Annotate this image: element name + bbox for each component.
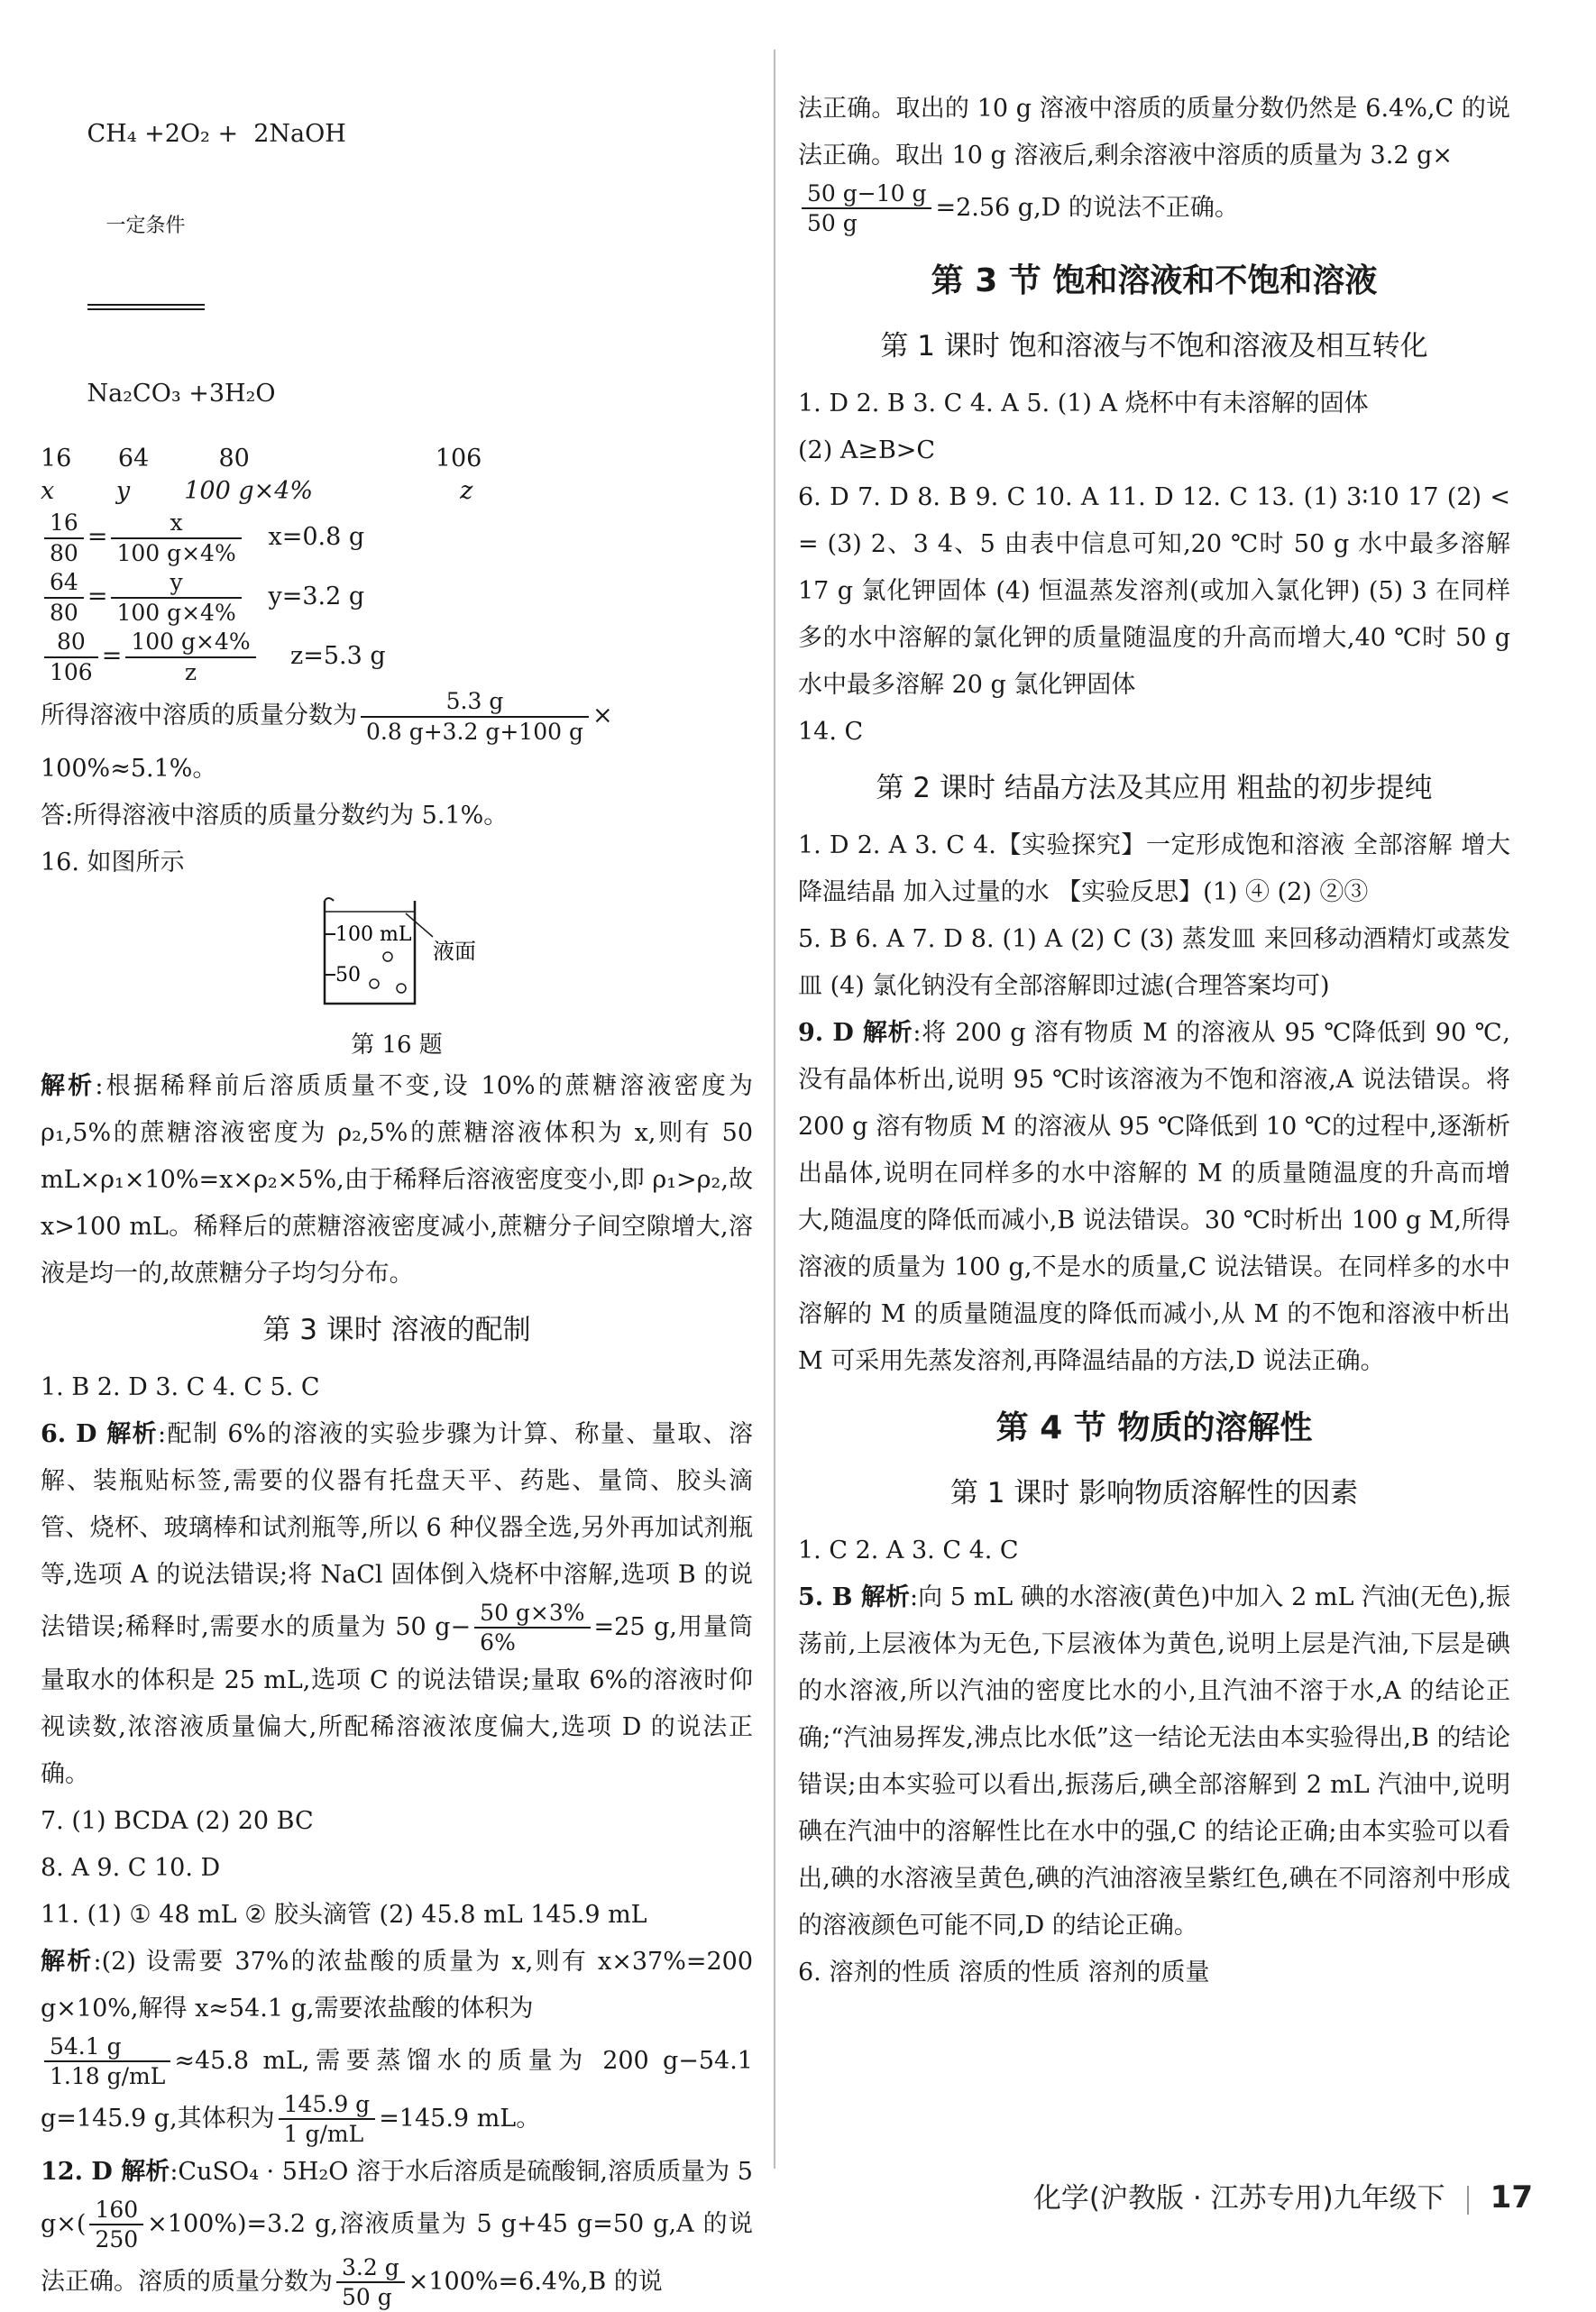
lesson-3-title: 第 3 课时 溶液的配制 xyxy=(262,1314,531,1346)
s3-l2-answers-5-8: 5. B 6. A 7. D 8. (1) A (2) C (3) 蒸发皿 来回移动酒精灯或蒸发皿 (4) 氯化钠没有全部溶解即过滤(合理答案均可) xyxy=(798,924,1510,1000)
liquid-surface-label: 液面 xyxy=(433,939,476,964)
answer-7: 7. (1) BCDA (2) 20 BC xyxy=(41,1806,314,1835)
section-4-title: 第 4 节 物质的溶解性 xyxy=(995,1408,1313,1446)
analysis-6: 6. D 解析:配制 6%的溶液的实验步骤为计算、称量、量取、溶解、装瓶贴标签,需要的仪器有托盘天平、药匙、量筒、胶头滴管、烧杯、玻璃棒和试剂瓶等,所以 6 种仪器全选,另外再加试剂瓶等,选项 A 的说法错误;将 NaCl 固体倒入烧杯中溶解,选项 B 的说法错误;稀释时,需要水的质量为 50 g− $\frac{50 g\times 3\%}{6\%}$ =25 g,用量筒量取水的体积是 25 mL,选项 C 的说法错误;量取 6%的溶液时仰视读数,浓溶液质量偏大,所配稀溶液浓度偏大,选项 D 的说法正确。 xyxy=(41,1420,753,1788)
s3-l2-analysis-9: 9. D 解析:将 200 g 溶有物质 M 的溶液从 95 ℃降低到 90 ℃,没有晶体析出,说明 95 ℃时该溶液为不饱和溶液,A 说法错误。将 200 g 溶有物质 M 的溶液从 95 ℃降低到 10 ℃的过程中,逐渐析出晶体,说明在同样多的水中溶解的 M 的质量随温度的升高而增大,随温度的降低而减小,B 说法错误。30 ℃时析出 100 g M,所得溶液的质量为 100 g,不是水的质量,C 说法错误。在同样多的水中溶解的 M 的质量随温度的降低而减小,从 M 的不饱和溶液中析出 M 可采用先蒸发溶剂,再降温结晶的方法,D 说法正确。 xyxy=(798,1018,1510,1375)
beaker-figure xyxy=(41,894,753,1063)
book-title: 化学(沪教版 · 江苏专用)九年级下 xyxy=(1032,2182,1445,2215)
question-16: 16. 如图所示 xyxy=(41,849,185,876)
s3-l1-answers-1-5: 1. D 2. B 3. C 4. A 5. (1) A 烧杯中有未溶解的固体 xyxy=(798,389,1369,417)
page-footer xyxy=(1033,2175,1533,2216)
page-number: 17 xyxy=(1490,2179,1533,2216)
figure-caption: 第 16 题 xyxy=(351,1032,443,1059)
equation-unknowns: x y 100 g×4% z xyxy=(41,477,473,505)
section-3-lesson-1-title: 第 1 课时 饱和溶液与不饱和溶液及相互转化 xyxy=(880,329,1428,362)
analysis-12: 12. D 解析:CuSO₄ · 5H₂O 溶于水后溶质是硫酸铜,溶质质量为 5 g×( $\frac{160}{250}$ ×100%)=3.2 g,溶液质量为 5 g+45 g=50 g,A 的说法正确。溶质的质量分数为 $\frac{3.2 g}{50 g}$ ×100%=6.4%,B 的说 xyxy=(41,2157,753,2311)
s3-l1-answer-14: 14. C xyxy=(798,717,864,746)
analysis-12-continued: 法正确。取出的 10 g 溶液中溶质的质量分数仍然是 6.4%,C 的说法正确。取出 10 g 溶液后,剩余溶液中溶质的质量为 3.2 g× $\frac{50 g-10 g}{50 g}$ =2.56 g,D 的说法不正确。 xyxy=(798,95,1510,237)
answer-11: 11. (1) ① 48 mL ② 胶头滴管 (2) 45.8 mL 145.9 mL xyxy=(41,1900,647,1929)
equation-reactants: CH₄ +2O₂ + 2NaOH xyxy=(87,120,346,148)
section-3-lesson-2-title: 第 2 课时 结晶方法及其应用 粗盐的初步提纯 xyxy=(876,771,1433,804)
equation-products: Na₂CO₃ +3H₂O xyxy=(87,380,276,408)
s4-l1-analysis-5: 5. B 解析:向 5 mL 碘的水溶液(黄色)中加入 2 mL 汽油(无色),振荡前,上层液体为无色,下层液体为黄色,说明上层是汽油,下层是碘的水溶液,所以汽油的密度比水的小,且汽油不溶于水,A 的结论正确;“汽油易挥发,沸点比水低”这一结论无法由本实验得出,B 的结论错误;由本实验可以看出,振荡后,碘全部溶解到 2 mL 汽油中,说明碘在汽油中的溶解性比在水中的强,C 的结论正确;由本实验可以看出,碘的水溶液呈黄色,碘的汽油溶液呈紫红色,碘在不同溶剂中形成的溶液颜色可能不同,D 的结论正确。 xyxy=(798,1583,1511,1940)
result-line: 100%≈5.1%。 xyxy=(41,755,217,783)
section-4-lesson-1-title: 第 1 课时 影响物质溶解性的因素 xyxy=(949,1476,1359,1509)
right-column xyxy=(798,86,1510,1996)
analysis-11: 解析:(2) 设需要 37%的浓盐酸的质量为 x,则有 x×37%=200 g×10%,解得 x≈54.1 g,需要浓盐酸的体积为 $\frac{54.1 g}{1.18 g/mL}$ ≈45.8 mL,需要蒸馏水的质量为 200 g−54.1 g=145.9 g,其体积为 $\frac{145.9 g}{1 g/mL}$ =145.9 mL。 xyxy=(41,1947,754,2148)
s3-l2-answers-1-4: 1. D 2. A 3. C 4.【实验探究】一定形成饱和溶液 全部溶解 增大 降温结晶 加入过量的水 【实验反思】(1) ④ (2) ②③ xyxy=(798,830,1510,906)
analysis-16: 解析:根据稀释前后溶质质量不变,设 10%的蔗糖溶液密度为 ρ₁,5%的蔗糖溶液密度为 ρ₂,5%的蔗糖溶液体积为 x,则有 50 mL×ρ₁×10%=x×ρ₂×5%,由于稀释后溶液密度变小,即 ρ₁>ρ₂,故 x>100 mL。稀释后的蔗糖溶液密度减小,蔗糖分子间空隙增大,溶液是均一的,故蔗糖分子均匀分布。 xyxy=(41,1072,754,1288)
answers-8-10: 8. A 9. C 10. D xyxy=(41,1853,221,1882)
equation-masses: 16 64 80 106 xyxy=(41,445,482,472)
answer-line: 答:所得溶液中溶质的质量分数约为 5.1%。 xyxy=(41,802,509,830)
s3-l1-answers-6-13: 6. D 7. D 8. B 9. C 10. A 11. D 12. C 13. (1) 3∶10 17 (2) < = (3) 2、3 4、5 由表中信息可知,20 ℃时 50 g 水中最多溶解 17 g 氯化钾固体 (4) 恒温蒸发溶剂(或加入氯化钾) (5) 3 在同样多的水中溶解的氯化钾的质量随温度的升高而增大,40 ℃时 50 g 水中最多溶解 20 g 氯化钾固体 xyxy=(798,482,1510,699)
reaction-condition: 一定条件 xyxy=(87,151,205,378)
answers-1-5: 1. B 2. D 3. C 4. C 5. C xyxy=(41,1373,320,1401)
proportion-x: $\frac{16}{80}$ = $\frac{x}{100 g\times 4\%}$ x=0.8 g xyxy=(41,508,753,567)
proportion-z: $\frac{80}{106}$ = $\frac{100 g\times 4\%}{z}$ z=5.3 g xyxy=(41,627,753,686)
section-3-title: 第 3 节 饱和溶液和不饱和溶液 xyxy=(931,261,1378,299)
column-divider xyxy=(774,50,775,2169)
proportion-y: $\frac{64}{80}$ = $\frac{y}{100 g\times 4\%}$ y=3.2 g xyxy=(41,567,753,627)
beaker-diagram xyxy=(289,894,505,1011)
chemical-equation xyxy=(41,86,753,508)
s3-l1-answer-5-2: (2) A≥B>C xyxy=(798,436,936,464)
mass-fraction-formula: 所得溶液中溶质的质量分数为 $\frac{5.3 g}{0.8 g+3.2 g+100 g}$ × xyxy=(41,688,613,745)
s4-l1-answer-6: 6. 溶剂的性质 溶质的性质 溶剂的质量 xyxy=(798,1958,1210,1986)
s4-l1-answers-1-4: 1. C 2. A 3. C 4. C xyxy=(798,1536,1019,1564)
mark-50: 50 xyxy=(335,964,361,986)
left-column xyxy=(41,86,753,2312)
mark-100ml: 100 mL xyxy=(335,923,412,946)
